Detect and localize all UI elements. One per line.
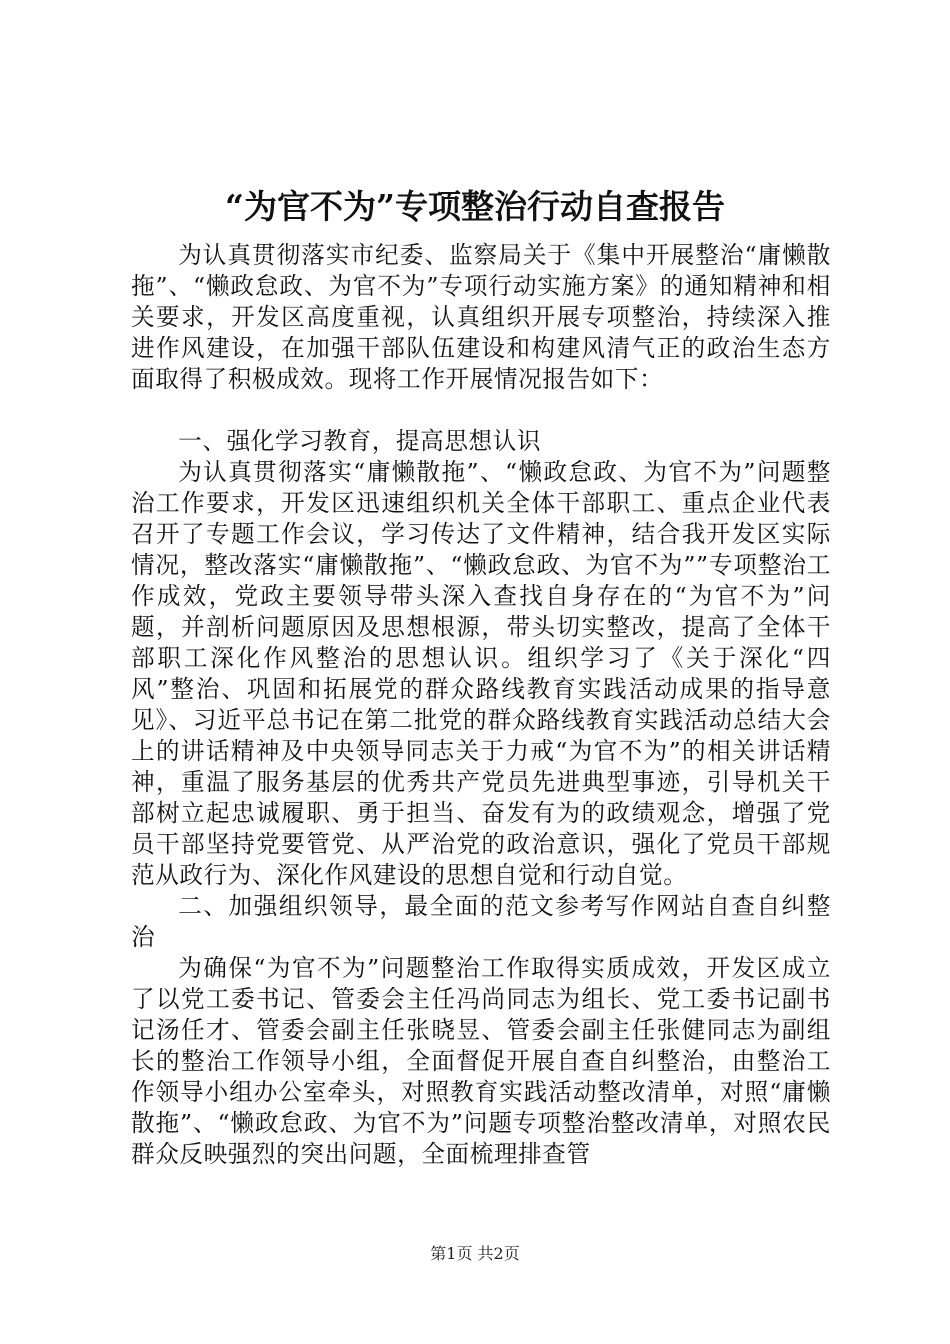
document-body xyxy=(131,240,831,1170)
document-title: “为官不为”专项整治行动自查报告 xyxy=(225,187,725,226)
paragraph-section-1: 为认真贯彻落实“庸懒散拖”、“懒政怠政、为官不为”问题整治工作要求，开发区迅速组织机关全体干部职工、重点企业代表召开了专题工作会议，学习传达了文件精神，结合我开发区实际情况，整改落实“庸懒散拖”、“懒政怠政、为官不为””专项整治工作成效，党政主要领导带头深入查找自身存在的“为官不为”问题，并剖析问题原因及思想根源，带头切实整改，提高了全体干部职工深化作风整治的思想认识。组织学习了《关于深化“四风”整治、巩固和拓展党的群众路线教育实践活动成果的指导意见》、习近平总书记在第二批党的群众路线教育实践活动总结大会上的讲话精神及中央领导同志关于力戒“为官不为”的相关讲话精神，重温了服务基层的优秀共产党员先进典型事迹，引导机关干部树立起忠诚履职、勇于担当、奋发有为的政绩观念，增强了党员干部坚持党要管党、从严治党的政治意识，强化了党员干部规范从政行为、深化作风建设的思想自觉和行动自觉。 xyxy=(131,458,831,889)
section-heading-2: 二、加强组织领导，最全面的范文参考写作网站自查自纠整治 xyxy=(131,892,831,951)
paragraph-intro: 为认真贯彻落实市纪委、监察局关于《集中开展整治“庸懒散拖”、“懒政怠政、为官不为”专项行动实施方案》的通知精神和相关要求，开发区高度重视，认真组织开展专项整治，持续深入推进作风建设，在加强干部队伍建设和构建风清气正的政治生态方面取得了积极成效。现将工作开展情况报告如下： xyxy=(131,241,831,393)
page-footer: 第1页 共2页 xyxy=(430,1244,520,1263)
section-heading-1: 一、强化学习教育，提高思想认识 xyxy=(178,427,542,455)
paragraph-section-2: 为确保“为官不为”问题整治工作取得实质成效，开发区成立了以党工委书记、管委会主任冯尚同志为组长、党工委书记副书记汤任才、管委会副主任张晓昱、管委会副主任张健同志为副组长的整治工作领导小组，全面督促开展自查自纠整治，由整治工作领导小组办公室牵头，对照教育实践活动整改清单，对照“庸懒散拖”、“懒政怠政、为官不为”问题专项整治整改清单，对照农民群众反映强烈的突出问题，全面梳理排查管 xyxy=(131,954,831,1168)
